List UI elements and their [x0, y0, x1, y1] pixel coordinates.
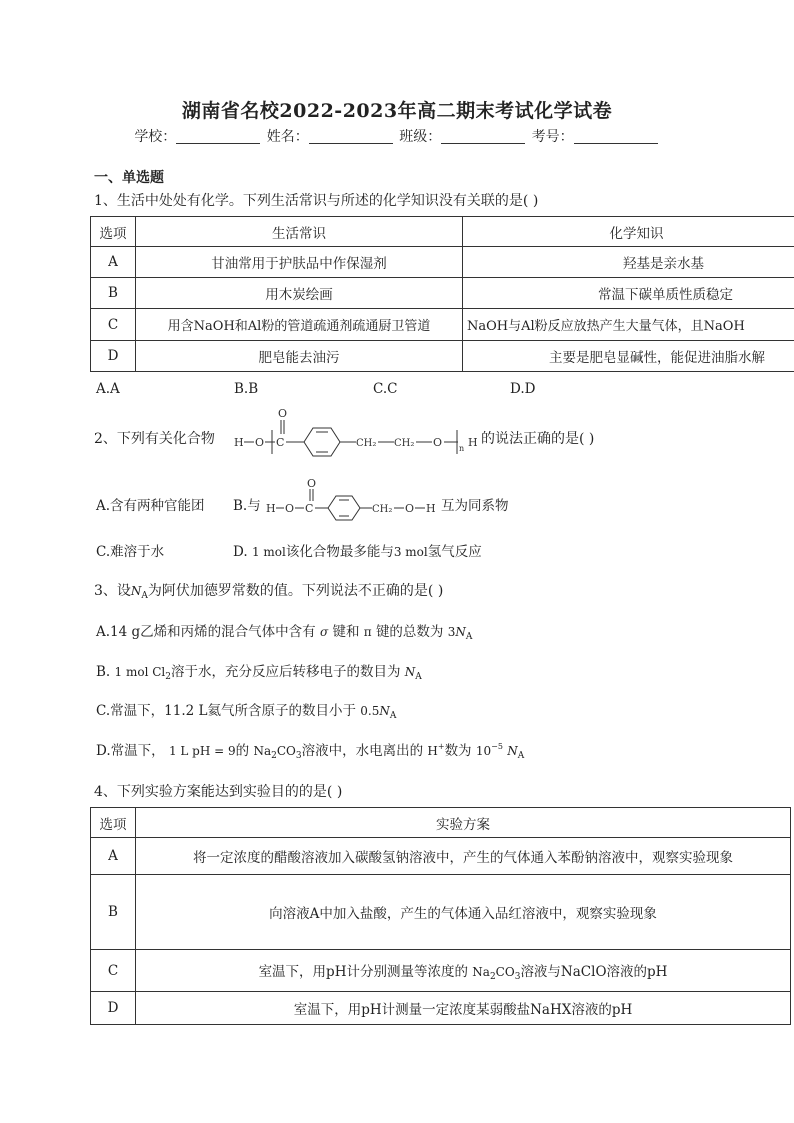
option-cell: D	[91, 341, 136, 372]
table-row	[91, 838, 791, 875]
q3-option-a[interactable]	[96, 620, 472, 642]
school-blank[interactable]	[176, 129, 260, 144]
compare-structure-diagram	[264, 477, 444, 523]
q4-stem: 4、下列实验方案能达到实验目的的是( )	[94, 784, 343, 800]
q2-stem-a: 2、下列有关化合物	[94, 431, 215, 447]
q2-option-d-text: 该化合物最多能与	[285, 544, 394, 560]
q2-option-b-b: 互为同系物	[441, 498, 509, 514]
avogadro-subscript: A	[465, 632, 473, 642]
life-cell: 甘油常用于护肤品中作保湿剂	[136, 247, 463, 278]
avogadro-subscript: A	[141, 591, 148, 601]
q4-table	[90, 807, 791, 1025]
avogadro-symbol: N	[379, 704, 390, 718]
svg-text:C: C	[276, 436, 285, 449]
q3-option-b-text: 溶于水，充分反应后转移电子的数目为	[170, 664, 401, 680]
avogadro-symbol: N	[404, 665, 416, 679]
q3-option-d-text: 溶液中，水电离出的	[301, 743, 424, 759]
chlorine-amount: 1 mol Cl	[114, 665, 166, 679]
svg-text:O: O	[405, 502, 415, 515]
class-label: 班级：	[399, 129, 442, 145]
q3-option-d[interactable]: D.常温下， 1 L pH = 9的 $Na_2CO_3$溶液中，水电离出的 H+数为 $10^{-5}$ $N_A$	[96, 742, 525, 761]
q3-option-c-text: C.常温下，11.2 L氦气所含原子的数目小于	[96, 703, 356, 719]
life-cell: 用木炭绘画	[136, 278, 463, 309]
table-row	[91, 875, 791, 950]
q1-choice-b[interactable]: B.B	[234, 381, 259, 397]
sodium-symbol: Na	[472, 964, 490, 979]
q3-option-d-text: 数为	[444, 743, 472, 759]
exponent-power: −5	[491, 742, 503, 751]
plan-text: 室温下，用pH计分别测量等浓度的	[258, 963, 468, 980]
avogadro-subscript: A	[415, 672, 422, 682]
sodium-symbol: Na	[253, 744, 272, 758]
svg-text:CH₂: CH₂	[372, 504, 393, 515]
header-cell: 化学知识	[463, 217, 794, 247]
avogadro-symbol: N	[455, 625, 466, 639]
q2-option-d-label: D.	[233, 544, 248, 560]
table-row	[91, 341, 794, 372]
mol-value: 1 mol	[251, 545, 286, 559]
q1-stem: 1、生活中处处有化学。下列生活常识与所述的化学知识没有关联的是( )	[94, 193, 539, 209]
q1-choice-d[interactable]: D.D	[510, 381, 536, 397]
q2-option-c[interactable]: C.难溶于水	[96, 544, 165, 560]
svg-text:C: C	[305, 502, 314, 515]
svg-text:CH₂: CH₂	[394, 438, 415, 449]
q1-choice-c[interactable]: C.C	[373, 381, 398, 397]
section-heading: 一、单选题	[94, 170, 164, 186]
avogadro-subscript: A	[389, 711, 397, 721]
table-row	[91, 309, 794, 341]
q2-option-d[interactable]	[233, 540, 482, 560]
header-cell: 选项	[91, 808, 136, 838]
option-cell: C	[91, 309, 136, 341]
q3-option-a-text: 键的总数为	[375, 624, 444, 640]
carbonate-symbol: CO	[276, 744, 296, 758]
plan-text: 溶液与NaClO溶液的pH	[520, 963, 668, 980]
chem-cell: 主要是肥皂显碱性，能促进油脂水解	[463, 341, 794, 372]
table-header-row	[91, 217, 794, 247]
plan-cell: 室温下，用pH计分别测量等浓度的 $Na_2CO_3$溶液与NaClO溶液的pH	[136, 950, 791, 992]
option-cell: C	[91, 950, 136, 992]
svg-text:H: H	[468, 436, 478, 449]
q2-option-a[interactable]: A.含有两种官能团	[96, 498, 205, 514]
option-cell: A	[91, 838, 136, 875]
header-cell: 选项	[91, 217, 136, 247]
option-cell: B	[91, 875, 136, 950]
svg-text:O: O	[255, 436, 265, 449]
avogadro-symbol: N	[507, 744, 518, 758]
name-blank[interactable]	[309, 129, 393, 144]
q3-option-c[interactable]	[96, 699, 396, 721]
option-cell: A	[91, 247, 136, 278]
polyester-structure-diagram	[232, 404, 482, 460]
count-value: 3	[447, 625, 456, 639]
q3-option-d-text: D.常温下，	[96, 743, 165, 759]
plan-cell: 将一定浓度的醋酸溶液加入碳酸氢钠溶液中，产生的气体通入苯酚钠溶液中，观察实验现象	[136, 838, 791, 875]
avogadro-symbol: N	[130, 584, 142, 598]
svg-text:O: O	[433, 436, 443, 449]
q1-choice-a[interactable]: A.A	[96, 381, 120, 397]
q3-stem	[94, 580, 443, 601]
svg-text:H: H	[426, 502, 436, 515]
count-value: 0.5	[360, 704, 380, 718]
sigma-symbol: σ	[319, 625, 329, 639]
plan-cell: 室温下，用pH计测量一定浓度某弱酸盐NaHX溶液的pH	[136, 992, 791, 1025]
chlorine-subscript: 2	[165, 672, 171, 682]
table-row	[91, 992, 791, 1025]
class-blank[interactable]	[441, 129, 525, 144]
q3-option-a-text: A.14 g乙烯和丙烯的混合气体中含有	[96, 624, 316, 640]
chem-cell: 常温下碳单质性质稳定	[463, 278, 794, 309]
option-cell: D	[91, 992, 136, 1025]
svg-text:H: H	[234, 436, 244, 449]
q3-option-b[interactable]	[96, 660, 422, 682]
option-cell: B	[91, 278, 136, 309]
plan-cell: 向溶液A中加入盐酸，产生的气体通入品红溶液中，观察实验现象	[136, 875, 791, 950]
q3-option-b-label: B.	[96, 664, 111, 680]
table-row	[91, 247, 794, 278]
life-cell: 肥皂能去油污	[136, 341, 463, 372]
life-cell: 用含NaOH和Al粉的管道疏通剂疏通厨卫管道	[136, 309, 463, 341]
number-blank[interactable]	[574, 129, 658, 144]
table-row	[91, 950, 791, 992]
q3-option-a-text: 键和	[332, 624, 360, 640]
student-info-line	[0, 126, 794, 146]
q1-table	[90, 216, 794, 372]
svg-text:H: H	[266, 502, 276, 515]
number-label: 考号：	[531, 129, 574, 145]
chem-cell: 羟基是亲水基	[463, 247, 794, 278]
svg-text:O: O	[285, 502, 295, 515]
q3-option-d-text: 的	[235, 743, 250, 759]
svg-text:O: O	[278, 407, 288, 420]
name-label: 姓名：	[266, 129, 309, 145]
carbonate-symbol: CO	[495, 964, 515, 979]
svg-text:CH₂: CH₂	[356, 438, 377, 449]
pi-symbol: π	[363, 625, 372, 639]
page-title: 湖南省名校2022-2023年高二期末考试化学试卷	[181, 100, 613, 122]
ph-value: 1 L pH = 9	[168, 744, 236, 758]
q2-stem-b: 的说法正确的是( )	[481, 431, 595, 447]
table-row	[91, 278, 794, 309]
svg-text:O: O	[307, 477, 317, 490]
header-cell: 生活常识	[136, 217, 463, 247]
exponent-base: 10	[475, 744, 492, 758]
q2-option-b-a[interactable]: B.与	[233, 498, 261, 514]
svg-text:n: n	[459, 444, 465, 453]
hydrogen-ion: H	[427, 744, 438, 758]
table-header-row	[91, 808, 791, 838]
chem-cell: NaOH与Al粉反应放热产生大量气体，且NaOH	[463, 309, 794, 341]
avogadro-subscript: A	[517, 751, 525, 761]
school-label: 学校：	[134, 129, 177, 145]
q3-stem-a: 3、设	[94, 583, 131, 599]
q3-stem-b: 为阿伏加德罗常数的值。下列说法不正确的是( )	[147, 583, 444, 599]
mol-value: 3 mol	[393, 545, 428, 559]
q2-option-d-text: 氢气反应	[427, 544, 482, 560]
header-cell: 实验方案	[136, 808, 791, 838]
